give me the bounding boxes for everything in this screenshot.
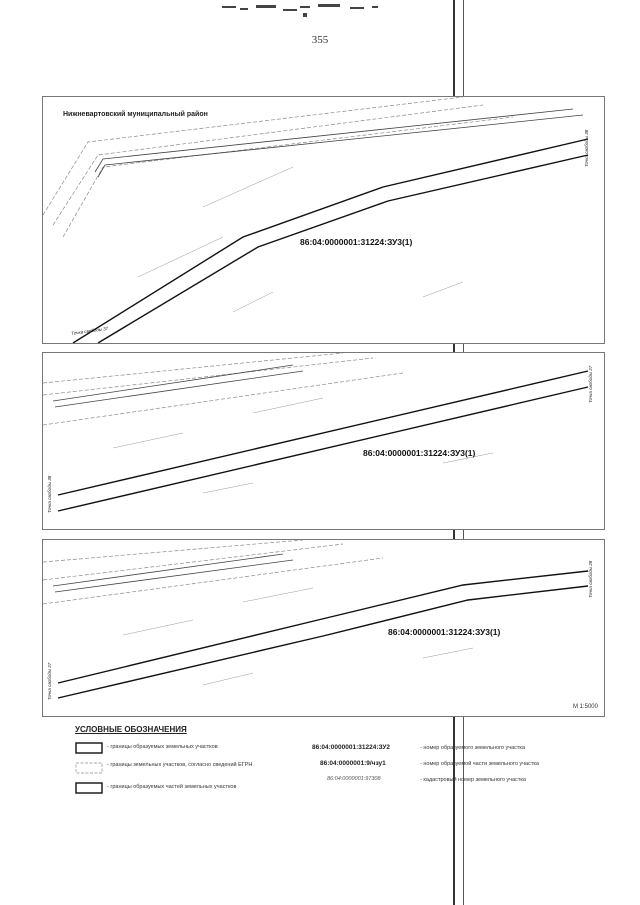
legend-code-desc: - кадастровый номер земельного участка: [420, 777, 526, 783]
point-label-right: Точка свободы 38: [584, 129, 589, 167]
legend-code: 86:04:0000001:31224:ЗУ2: [312, 744, 390, 751]
parcel-label: 86:04:0000001:31224:ЗУ3(1): [363, 448, 476, 458]
parcel-label: 86:04:0000001:31224:ЗУ3(1): [388, 627, 501, 637]
legend-title: УСЛОВНЫЕ ОБОЗНАЧЕНИЯ: [75, 725, 187, 734]
parcel-label: 86:04:0000001:31224:ЗУ3(1): [300, 237, 413, 247]
legend-swatch-part: [75, 782, 103, 794]
scan-noise: [0, 0, 640, 30]
map-panel-2: [42, 352, 605, 530]
legend-desc: - границы образуемых земельных участков: [107, 744, 218, 750]
legend-code: 86:04:0000001:97308: [327, 776, 381, 782]
legend-code-desc: - номер образуемого земельного участка: [420, 745, 526, 751]
map-panel-1: [42, 96, 605, 344]
legend-code-desc: - номер образуемой части земельного участка: [420, 761, 539, 767]
point-label-right: Точка свободы 27: [588, 365, 593, 403]
legend-swatch-egrn: [75, 762, 103, 774]
legend-desc: - границы образуемых частей земельных участков: [107, 784, 237, 790]
page-number: 355: [311, 34, 329, 46]
point-label-left: Точка свободы 38: [47, 475, 52, 513]
map-1-title: Нижневартовский муниципальный район: [63, 111, 208, 118]
map-3-drawing: [43, 540, 604, 716]
legend-swatch-parcel: [75, 742, 103, 754]
map-1-drawing: [43, 97, 604, 343]
map-2-drawing: [43, 353, 604, 529]
point-label-right: Точка свободы 28: [588, 560, 593, 598]
map-panel-3: [42, 539, 605, 717]
point-label-left: Точка свободы 37: [71, 325, 109, 336]
point-label-left: Точка свободы 27: [47, 662, 52, 700]
legend-code: 86:04:0000001:9/чзу1: [320, 760, 386, 767]
scale-label: М 1:5000: [572, 704, 598, 710]
legend-desc: - границы земельных участков, согласно сведений ЕГРН: [107, 762, 253, 768]
